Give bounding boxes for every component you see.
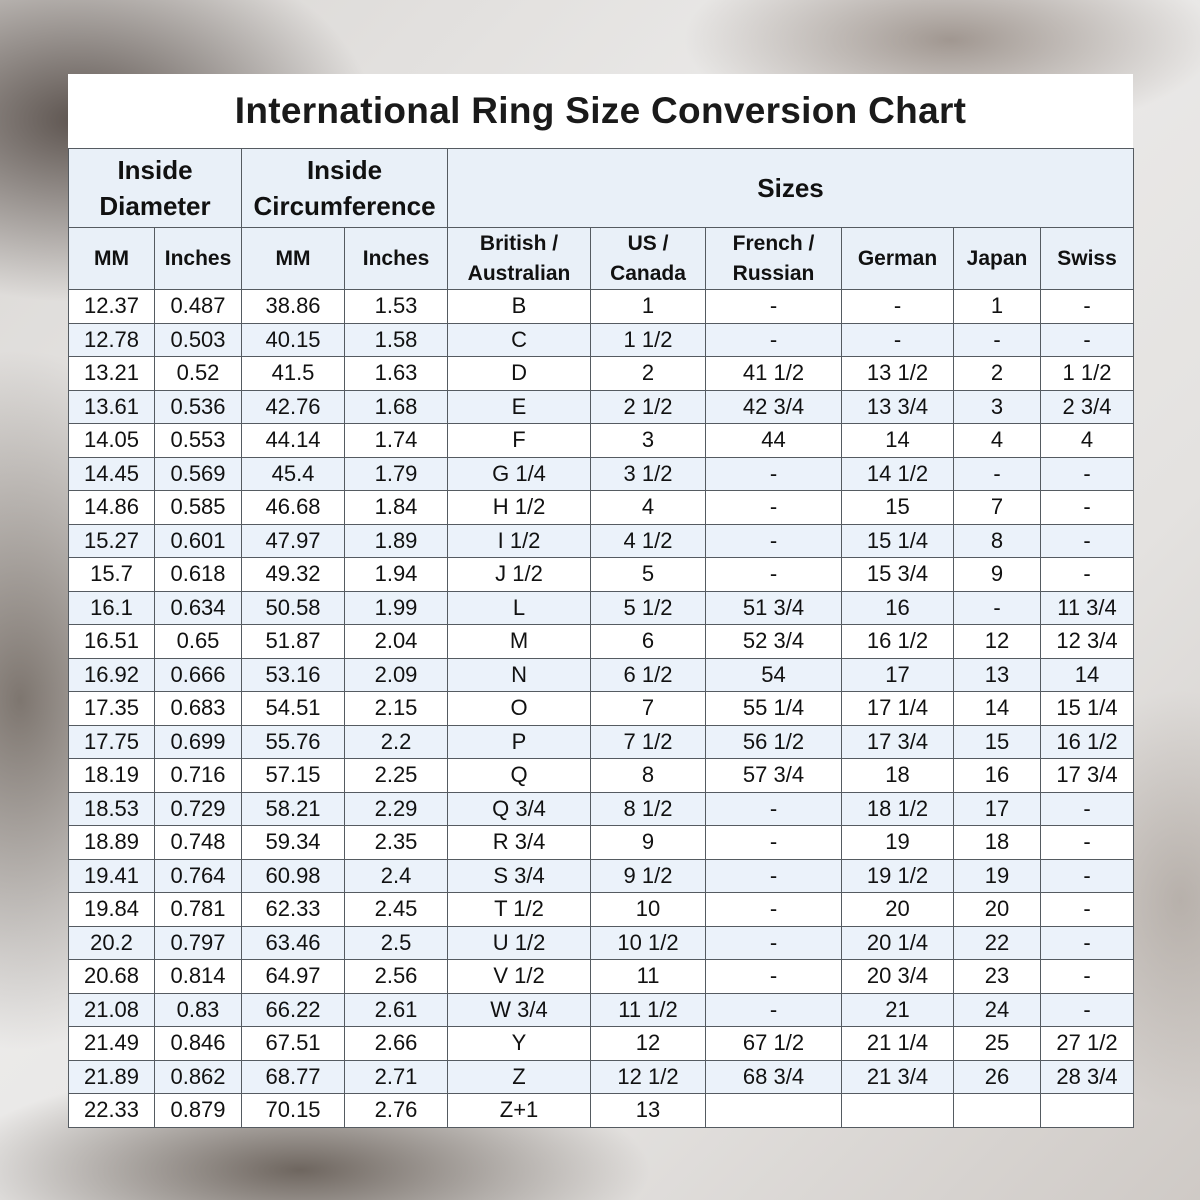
cell-diameter-inches: 0.585 (155, 491, 242, 525)
cell-us-canada: 4 1/2 (591, 524, 706, 558)
cell-japan: 4 (954, 424, 1041, 458)
cell-british-australian: V 1/2 (448, 960, 591, 994)
cell-diameter-inches: 0.781 (155, 893, 242, 927)
cell-circumference-mm: 46.68 (242, 491, 345, 525)
cell-japan: - (954, 591, 1041, 625)
header-diameter-mm: MM (69, 228, 155, 290)
cell-diameter-inches: 0.699 (155, 725, 242, 759)
table-row (69, 491, 1134, 525)
header-japan: Japan (954, 228, 1041, 290)
cell-swiss: 16 1/2 (1041, 725, 1134, 759)
cell-us-canada: 2 (591, 357, 706, 391)
cell-german: - (842, 323, 954, 357)
cell-us-canada: 3 1/2 (591, 457, 706, 491)
cell-french-russian: - (706, 491, 842, 525)
cell-circumference-inches: 2.25 (345, 759, 448, 793)
cell-diameter-mm: 17.35 (69, 692, 155, 726)
cell-french-russian: - (706, 926, 842, 960)
cell-us-canada: 5 1/2 (591, 591, 706, 625)
table-row (69, 725, 1134, 759)
cell-german: 14 (842, 424, 954, 458)
cell-swiss: 12 3/4 (1041, 625, 1134, 659)
cell-japan: 16 (954, 759, 1041, 793)
cell-diameter-mm: 15.7 (69, 558, 155, 592)
cell-french-russian: - (706, 792, 842, 826)
cell-british-australian: C (448, 323, 591, 357)
cell-diameter-mm: 19.41 (69, 859, 155, 893)
cell-swiss: - (1041, 457, 1134, 491)
cell-circumference-inches: 1.63 (345, 357, 448, 391)
cell-circumference-mm: 63.46 (242, 926, 345, 960)
cell-french-russian: 42 3/4 (706, 390, 842, 424)
cell-swiss (1041, 1094, 1134, 1128)
cell-diameter-inches: 0.618 (155, 558, 242, 592)
table-row (69, 658, 1134, 692)
cell-circumference-inches: 1.99 (345, 591, 448, 625)
table-row (69, 859, 1134, 893)
cell-circumference-inches: 2.2 (345, 725, 448, 759)
table-row (69, 1027, 1134, 1061)
cell-diameter-inches: 0.862 (155, 1060, 242, 1094)
cell-circumference-inches: 2.35 (345, 826, 448, 860)
cell-british-australian: D (448, 357, 591, 391)
cell-diameter-mm: 12.78 (69, 323, 155, 357)
cell-circumference-inches: 2.4 (345, 859, 448, 893)
cell-circumference-mm: 40.15 (242, 323, 345, 357)
cell-swiss: 28 3/4 (1041, 1060, 1134, 1094)
cell-us-canada: 5 (591, 558, 706, 592)
cell-us-canada: 8 (591, 759, 706, 793)
cell-circumference-inches: 2.61 (345, 993, 448, 1027)
table-row (69, 993, 1134, 1027)
table-row (69, 692, 1134, 726)
cell-swiss: 2 3/4 (1041, 390, 1134, 424)
cell-diameter-inches: 0.634 (155, 591, 242, 625)
cell-diameter-mm: 20.2 (69, 926, 155, 960)
cell-diameter-inches: 0.666 (155, 658, 242, 692)
cell-diameter-inches: 0.83 (155, 993, 242, 1027)
cell-circumference-inches: 1.53 (345, 290, 448, 324)
cell-british-australian: G 1/4 (448, 457, 591, 491)
cell-swiss: - (1041, 926, 1134, 960)
cell-swiss: - (1041, 893, 1134, 927)
cell-british-australian: P (448, 725, 591, 759)
cell-circumference-inches: 2.15 (345, 692, 448, 726)
cell-circumference-inches: 2.56 (345, 960, 448, 994)
cell-british-australian: J 1/2 (448, 558, 591, 592)
cell-french-russian: 56 1/2 (706, 725, 842, 759)
header-british-australian: British / Australian (448, 228, 591, 290)
cell-diameter-inches: 0.553 (155, 424, 242, 458)
cell-diameter-inches: 0.683 (155, 692, 242, 726)
cell-circumference-inches: 2.29 (345, 792, 448, 826)
cell-us-canada: 3 (591, 424, 706, 458)
cell-us-canada: 4 (591, 491, 706, 525)
cell-circumference-mm: 41.5 (242, 357, 345, 391)
cell-us-canada: 11 (591, 960, 706, 994)
cell-circumference-inches: 2.04 (345, 625, 448, 659)
cell-british-australian: F (448, 424, 591, 458)
cell-german: 21 3/4 (842, 1060, 954, 1094)
cell-us-canada: 8 1/2 (591, 792, 706, 826)
table-row (69, 591, 1134, 625)
cell-swiss: - (1041, 859, 1134, 893)
cell-diameter-mm: 16.51 (69, 625, 155, 659)
cell-circumference-inches: 2.66 (345, 1027, 448, 1061)
cell-diameter-mm: 20.68 (69, 960, 155, 994)
cell-circumference-inches: 1.79 (345, 457, 448, 491)
table-row (69, 524, 1134, 558)
cell-french-russian: - (706, 323, 842, 357)
header-sizes: Sizes (448, 149, 1134, 228)
cell-german: 19 1/2 (842, 859, 954, 893)
cell-japan: 8 (954, 524, 1041, 558)
cell-diameter-mm: 14.45 (69, 457, 155, 491)
cell-diameter-inches: 0.729 (155, 792, 242, 826)
cell-diameter-inches: 0.569 (155, 457, 242, 491)
cell-german: 17 3/4 (842, 725, 954, 759)
cell-french-russian: - (706, 290, 842, 324)
cell-swiss: 4 (1041, 424, 1134, 458)
cell-swiss: - (1041, 792, 1134, 826)
cell-french-russian: - (706, 893, 842, 927)
cell-circumference-mm: 70.15 (242, 1094, 345, 1128)
cell-swiss: 17 3/4 (1041, 759, 1134, 793)
cell-diameter-mm: 12.37 (69, 290, 155, 324)
cell-japan (954, 1094, 1041, 1128)
cell-diameter-inches: 0.879 (155, 1094, 242, 1128)
cell-circumference-mm: 60.98 (242, 859, 345, 893)
table-row (69, 759, 1134, 793)
cell-swiss: - (1041, 826, 1134, 860)
cell-diameter-inches: 0.764 (155, 859, 242, 893)
header-circumference-inches: Inches (345, 228, 448, 290)
cell-diameter-inches: 0.536 (155, 390, 242, 424)
cell-german: 18 (842, 759, 954, 793)
table-row (69, 1094, 1134, 1128)
table-row (69, 926, 1134, 960)
table-row (69, 792, 1134, 826)
cell-german: 15 1/4 (842, 524, 954, 558)
header-swiss: Swiss (1041, 228, 1134, 290)
cell-us-canada: 1 (591, 290, 706, 324)
cell-swiss: - (1041, 558, 1134, 592)
cell-japan: 19 (954, 859, 1041, 893)
cell-german: 15 3/4 (842, 558, 954, 592)
cell-us-canada: 10 1/2 (591, 926, 706, 960)
table-row (69, 457, 1134, 491)
cell-british-australian: B (448, 290, 591, 324)
cell-diameter-mm: 18.19 (69, 759, 155, 793)
cell-circumference-inches: 2.09 (345, 658, 448, 692)
cell-british-australian: O (448, 692, 591, 726)
cell-diameter-inches: 0.52 (155, 357, 242, 391)
cell-circumference-mm: 67.51 (242, 1027, 345, 1061)
cell-us-canada: 6 (591, 625, 706, 659)
cell-german: 16 1/2 (842, 625, 954, 659)
table-row (69, 424, 1134, 458)
cell-circumference-mm: 50.58 (242, 591, 345, 625)
cell-circumference-mm: 62.33 (242, 893, 345, 927)
cell-german: 20 3/4 (842, 960, 954, 994)
cell-diameter-mm: 14.86 (69, 491, 155, 525)
table-row (69, 826, 1134, 860)
cell-british-australian: Q 3/4 (448, 792, 591, 826)
cell-us-canada: 7 1/2 (591, 725, 706, 759)
cell-japan: 17 (954, 792, 1041, 826)
cell-german (842, 1094, 954, 1128)
cell-japan: 23 (954, 960, 1041, 994)
cell-diameter-inches: 0.797 (155, 926, 242, 960)
cell-diameter-mm: 15.27 (69, 524, 155, 558)
cell-french-russian: - (706, 859, 842, 893)
cell-swiss: - (1041, 524, 1134, 558)
cell-swiss: - (1041, 323, 1134, 357)
cell-us-canada: 1 1/2 (591, 323, 706, 357)
cell-circumference-inches: 2.5 (345, 926, 448, 960)
cell-french-russian: 55 1/4 (706, 692, 842, 726)
cell-french-russian: 51 3/4 (706, 591, 842, 625)
cell-diameter-inches: 0.846 (155, 1027, 242, 1061)
cell-french-russian: 54 (706, 658, 842, 692)
sub-header-row (69, 228, 1134, 290)
cell-diameter-mm: 18.89 (69, 826, 155, 860)
cell-circumference-mm: 45.4 (242, 457, 345, 491)
table-row (69, 1060, 1134, 1094)
header-german: German (842, 228, 954, 290)
cell-swiss: 1 1/2 (1041, 357, 1134, 391)
cell-japan: 3 (954, 390, 1041, 424)
cell-swiss: - (1041, 993, 1134, 1027)
header-french-russian: French / Russian (706, 228, 842, 290)
cell-japan: 7 (954, 491, 1041, 525)
cell-diameter-mm: 13.61 (69, 390, 155, 424)
cell-british-australian: Y (448, 1027, 591, 1061)
cell-german: 19 (842, 826, 954, 860)
cell-japan: 18 (954, 826, 1041, 860)
cell-us-canada: 13 (591, 1094, 706, 1128)
cell-german: 21 (842, 993, 954, 1027)
cell-diameter-mm: 14.05 (69, 424, 155, 458)
cell-circumference-inches: 1.74 (345, 424, 448, 458)
cell-circumference-inches: 1.94 (345, 558, 448, 592)
cell-french-russian: - (706, 524, 842, 558)
cell-diameter-mm: 22.33 (69, 1094, 155, 1128)
cell-british-australian: R 3/4 (448, 826, 591, 860)
cell-us-canada: 9 (591, 826, 706, 860)
cell-swiss: - (1041, 290, 1134, 324)
cell-french-russian: - (706, 993, 842, 1027)
cell-circumference-inches: 2.45 (345, 893, 448, 927)
cell-french-russian: - (706, 826, 842, 860)
cell-circumference-mm: 55.76 (242, 725, 345, 759)
cell-british-australian: T 1/2 (448, 893, 591, 927)
cell-diameter-mm: 16.92 (69, 658, 155, 692)
cell-japan: - (954, 457, 1041, 491)
cell-german: 17 1/4 (842, 692, 954, 726)
cell-japan: 26 (954, 1060, 1041, 1094)
table-row (69, 558, 1134, 592)
cell-circumference-mm: 42.76 (242, 390, 345, 424)
header-circumference-mm: MM (242, 228, 345, 290)
cell-diameter-inches: 0.503 (155, 323, 242, 357)
cell-swiss: - (1041, 960, 1134, 994)
cell-japan: 9 (954, 558, 1041, 592)
cell-us-canada: 6 1/2 (591, 658, 706, 692)
table-row (69, 893, 1134, 927)
table-body (69, 290, 1134, 1128)
cell-us-canada: 11 1/2 (591, 993, 706, 1027)
cell-french-russian: 52 3/4 (706, 625, 842, 659)
cell-japan: 25 (954, 1027, 1041, 1061)
cell-swiss: 15 1/4 (1041, 692, 1134, 726)
cell-french-russian: 41 1/2 (706, 357, 842, 391)
table-row (69, 960, 1134, 994)
cell-circumference-mm: 68.77 (242, 1060, 345, 1094)
cell-french-russian: - (706, 960, 842, 994)
cell-japan: 20 (954, 893, 1041, 927)
cell-diameter-mm: 21.08 (69, 993, 155, 1027)
table-row (69, 323, 1134, 357)
cell-british-australian: M (448, 625, 591, 659)
cell-french-russian: 44 (706, 424, 842, 458)
cell-circumference-mm: 59.34 (242, 826, 345, 860)
cell-german: 13 1/2 (842, 357, 954, 391)
cell-british-australian: W 3/4 (448, 993, 591, 1027)
cell-french-russian: - (706, 457, 842, 491)
cell-german: 17 (842, 658, 954, 692)
cell-german: 13 3/4 (842, 390, 954, 424)
table-row (69, 625, 1134, 659)
cell-us-canada: 12 1/2 (591, 1060, 706, 1094)
cell-circumference-mm: 53.16 (242, 658, 345, 692)
cell-japan: 24 (954, 993, 1041, 1027)
cell-french-russian: 67 1/2 (706, 1027, 842, 1061)
cell-circumference-mm: 54.51 (242, 692, 345, 726)
cell-french-russian: - (706, 558, 842, 592)
cell-british-australian: Z (448, 1060, 591, 1094)
cell-german: 16 (842, 591, 954, 625)
cell-british-australian: E (448, 390, 591, 424)
ring-size-chart (68, 74, 1133, 1127)
cell-circumference-inches: 1.84 (345, 491, 448, 525)
cell-french-russian: 57 3/4 (706, 759, 842, 793)
table-row (69, 290, 1134, 324)
cell-circumference-mm: 51.87 (242, 625, 345, 659)
cell-japan: 22 (954, 926, 1041, 960)
cell-us-canada: 9 1/2 (591, 859, 706, 893)
cell-german: - (842, 290, 954, 324)
cell-british-australian: S 3/4 (448, 859, 591, 893)
cell-japan: 2 (954, 357, 1041, 391)
cell-us-canada: 12 (591, 1027, 706, 1061)
cell-french-russian (706, 1094, 842, 1128)
cell-circumference-inches: 2.76 (345, 1094, 448, 1128)
cell-japan: - (954, 323, 1041, 357)
header-inside-diameter: Inside Diameter (69, 149, 242, 228)
cell-circumference-mm: 47.97 (242, 524, 345, 558)
cell-diameter-mm: 17.75 (69, 725, 155, 759)
header-us-canada: US / Canada (591, 228, 706, 290)
cell-diameter-inches: 0.601 (155, 524, 242, 558)
cell-japan: 12 (954, 625, 1041, 659)
cell-diameter-inches: 0.814 (155, 960, 242, 994)
cell-swiss: - (1041, 491, 1134, 525)
cell-circumference-inches: 2.71 (345, 1060, 448, 1094)
cell-diameter-inches: 0.487 (155, 290, 242, 324)
cell-diameter-mm: 21.89 (69, 1060, 155, 1094)
cell-diameter-mm: 16.1 (69, 591, 155, 625)
cell-japan: 14 (954, 692, 1041, 726)
cell-british-australian: H 1/2 (448, 491, 591, 525)
cell-circumference-mm: 38.86 (242, 290, 345, 324)
cell-british-australian: L (448, 591, 591, 625)
cell-circumference-mm: 44.14 (242, 424, 345, 458)
cell-us-canada: 7 (591, 692, 706, 726)
cell-diameter-mm: 19.84 (69, 893, 155, 927)
cell-circumference-mm: 49.32 (242, 558, 345, 592)
cell-circumference-mm: 64.97 (242, 960, 345, 994)
cell-diameter-mm: 21.49 (69, 1027, 155, 1061)
group-header-row (69, 149, 1134, 228)
cell-circumference-mm: 66.22 (242, 993, 345, 1027)
cell-german: 18 1/2 (842, 792, 954, 826)
cell-german: 20 1/4 (842, 926, 954, 960)
cell-german: 14 1/2 (842, 457, 954, 491)
table-row (69, 390, 1134, 424)
cell-british-australian: U 1/2 (448, 926, 591, 960)
cell-swiss: 14 (1041, 658, 1134, 692)
cell-british-australian: Z+1 (448, 1094, 591, 1128)
cell-circumference-inches: 1.58 (345, 323, 448, 357)
cell-circumference-mm: 57.15 (242, 759, 345, 793)
table-row (69, 357, 1134, 391)
header-inside-circumference: Inside Circumference (242, 149, 448, 228)
cell-japan: 15 (954, 725, 1041, 759)
cell-german: 21 1/4 (842, 1027, 954, 1061)
cell-german: 20 (842, 893, 954, 927)
cell-german: 15 (842, 491, 954, 525)
chart-title: International Ring Size Conversion Chart (234, 90, 967, 131)
cell-swiss: 27 1/2 (1041, 1027, 1134, 1061)
cell-japan: 13 (954, 658, 1041, 692)
cell-circumference-inches: 1.89 (345, 524, 448, 558)
cell-diameter-inches: 0.748 (155, 826, 242, 860)
cell-swiss: 11 3/4 (1041, 591, 1134, 625)
cell-british-australian: I 1/2 (448, 524, 591, 558)
cell-british-australian: N (448, 658, 591, 692)
cell-circumference-mm: 58.21 (242, 792, 345, 826)
cell-japan: 1 (954, 290, 1041, 324)
cell-us-canada: 2 1/2 (591, 390, 706, 424)
header-diameter-inches: Inches (155, 228, 242, 290)
cell-circumference-inches: 1.68 (345, 390, 448, 424)
cell-diameter-inches: 0.716 (155, 759, 242, 793)
cell-british-australian: Q (448, 759, 591, 793)
cell-diameter-mm: 13.21 (69, 357, 155, 391)
cell-us-canada: 10 (591, 893, 706, 927)
ring-size-table (68, 148, 1134, 1128)
cell-diameter-inches: 0.65 (155, 625, 242, 659)
cell-french-russian: 68 3/4 (706, 1060, 842, 1094)
cell-diameter-mm: 18.53 (69, 792, 155, 826)
